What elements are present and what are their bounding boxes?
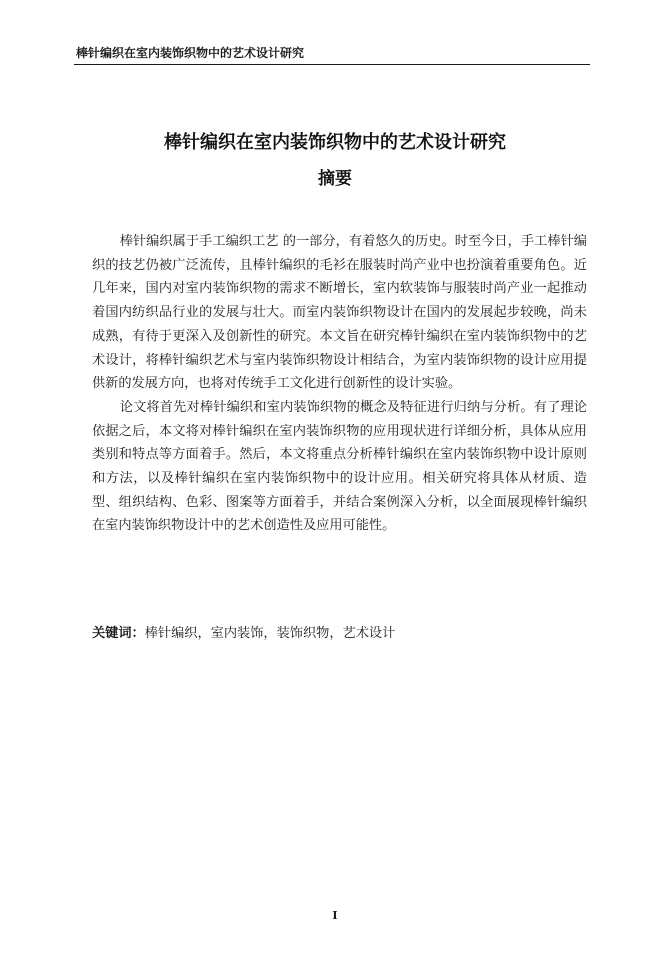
document-title: 棒针编织在室内装饰织物中的艺术设计研究 — [164, 132, 506, 153]
page-number: I — [332, 909, 338, 922]
running-header-title: 棒针编织在室内装饰织物中的艺术设计研究 — [76, 46, 305, 60]
keywords-list: 棒针编织，室内装饰，装饰织物，艺术设计 — [144, 626, 396, 641]
keywords-label: 关键词： — [92, 626, 145, 641]
abstract-paragraph-1: 棒针编织属于手工编织工艺 的一部分，有着悠久的历史。时至今日，手工棒针编织的技艺仍被广泛流传，且棒针编织的毛衫在服装时尚产业中也扮演着重要角色。近几年来，国内对室内装饰织物的需求不断增长，室内软装饰与服装时尚产业一起推动着国内纺织品行业的发展与壮大。而室内装饰织物设计在国内的发展起步较晚，尚未成熟，有待于更深入及创新性的研究。本文旨在研究棒针编织在室内装饰织物中的艺术设计，将棒针编织艺术与室内装饰织物设计相结合，为室内装饰织物的设计应用提供新的发展方向，也将对传统手工文化进行创新性的设计实验。 — [92, 234, 587, 392]
abstract-body — [92, 230, 587, 538]
keywords-line — [92, 622, 587, 646]
header-divider — [74, 64, 590, 65]
abstract-paragraph-2: 论文将首先对棒针编织和室内装饰织物的概念及特征进行归纳与分析。有了理论依据之后，本文将对棒针编织在室内装饰织物的应用现状进行详细分析，具体从应用类别和特点等方面着手。然后，本文将重点分析棒针编织在室内装饰织物中设计原则和方法，以及棒针编织在室内装饰织物中的设计应用。相关研究将具体从材质、造型、组织结构、色彩、图案等方面着手，并结合案例深入分析，以全面展现棒针编织在室内装饰织物设计中的艺术创造性及应用可能性。 — [92, 399, 587, 534]
abstract-heading: 摘要 — [318, 169, 352, 189]
